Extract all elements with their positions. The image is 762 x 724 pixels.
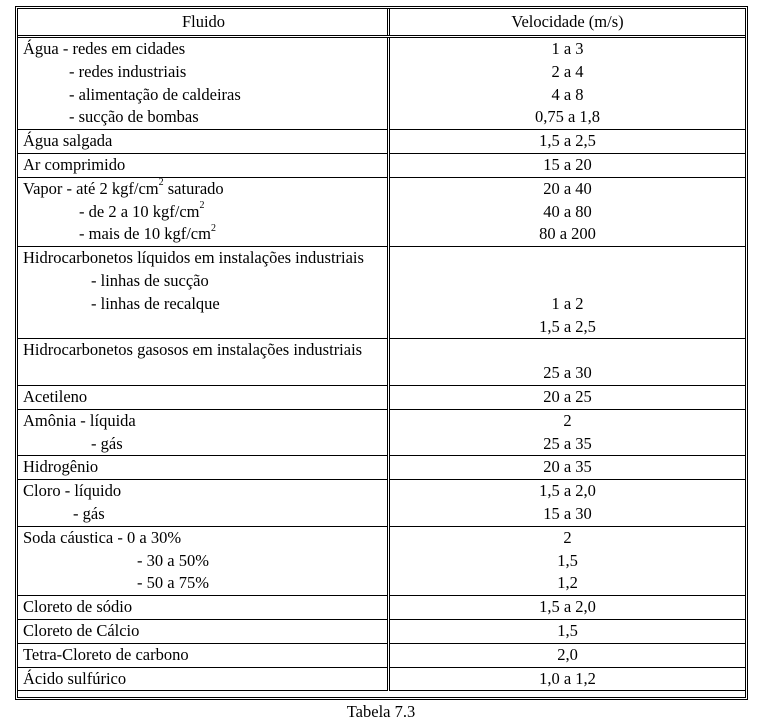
fluid-cell [18,667,389,691]
superscript: 2 [158,177,164,189]
velocity-cell [389,153,746,177]
velocity-line: 1,5 a 2,0 [539,597,596,617]
fluid-line: Amônia - líquida [23,410,136,430]
fluid-line [23,223,384,246]
fluid-line: - 30 a 50% [137,550,209,570]
velocity-cell [389,619,746,643]
velocity-line: 20 a 35 [543,457,592,477]
table-row [18,480,746,527]
velocity-line [390,247,745,270]
table-row [18,526,746,595]
fluid-line: - alimentação de caldeiras [69,84,241,104]
velocity-cell [389,667,746,691]
velocity-cell [389,130,746,154]
table-row [18,643,746,667]
table-row [18,37,746,130]
fluid-line: Água - redes em cidades [23,39,186,58]
fluid-cell [18,596,389,620]
table-row [18,667,746,691]
table-caption: Tabela 7.3 [346,702,416,721]
table-row [18,247,746,339]
fluid-line: - gás [73,503,105,523]
fluid-line: Hidrogênio [23,457,99,477]
fluid-line-text: - mais de 10 kgf/cm [79,224,211,244]
fluid-line: Soda cáustica - 0 a 30% [23,527,182,547]
superscript: 2 [199,200,205,212]
fluid-line: Ácido sulfúrico [23,668,127,688]
velocity-line: 1,2 [557,573,578,593]
header-velocity: Velocidade (m/s) [389,9,746,37]
velocity-line: 1,5 a 2,5 [539,316,596,336]
fluid-line: - gás [91,433,123,453]
fluid-line: - linhas de recalque [91,293,220,313]
fluid-line [23,178,384,201]
velocity-cell [389,480,746,527]
table-row [18,153,746,177]
fluid-cell [18,339,389,386]
velocity-line: 1,5 [557,550,578,570]
fluid-cell [18,385,389,409]
fluid-line: - sucção de bombas [69,107,199,127]
velocity-line: 1,5 a 2,5 [539,131,596,151]
velocity-line: 1,5 a 2,0 [539,481,596,501]
fluid-cell [18,153,389,177]
velocity-line: 1 a 2 [551,293,584,313]
velocity-line: 2,0 [557,644,578,664]
table-row [18,385,746,409]
velocity-line: 2 [563,410,572,430]
table-header-row [18,9,746,37]
velocity-line: 20 a 40 [543,178,592,198]
table-row [18,456,746,480]
fluid-cell [18,643,389,667]
velocity-line: 15 a 30 [543,503,592,523]
table-row [18,130,746,154]
velocity-cell [389,409,746,456]
superscript: 2 [210,222,216,234]
velocity-line: 2 [563,527,572,547]
velocity-line: 15 a 20 [543,154,592,174]
fluid-line: Hidrocarbonetos líquidos em instalações industriais [23,248,364,268]
velocity-cell [389,643,746,667]
velocity-line: 20 a 25 [543,386,592,406]
fluid-cell [18,247,389,339]
velocity-cell [389,456,746,480]
fluid-line: Cloreto de Cálcio [23,620,140,640]
table-row [18,409,746,456]
fluid-cell [18,526,389,595]
velocity-cell [389,385,746,409]
velocity-line: 25 a 35 [543,433,592,453]
fluid-line [23,201,384,224]
velocity-cell [389,339,746,386]
header-fluid: Fluido [18,9,389,37]
fluid-cell [18,409,389,456]
fluid-cell [18,456,389,480]
velocity-line: 1,5 [557,620,578,640]
velocity-line [390,270,745,293]
velocity-line: 25 a 30 [543,363,592,383]
velocity-line: 1 a 3 [551,39,584,58]
fluid-line-text: Vapor - até 2 kgf/cm [23,178,159,198]
velocity-line [390,339,745,362]
table-row [18,339,746,386]
fluid-line: Hidrocarbonetos gasosos em instalações industriais [23,340,363,360]
fluid-cell [18,130,389,154]
velocity-line: 2 a 4 [551,61,584,81]
fluid-line: - redes industriais [69,61,187,81]
velocity-cell [389,247,746,339]
velocity-line: 40 a 80 [543,201,592,221]
fluid-line: Acetileno [23,386,88,406]
fluid-line-text: saturado [163,178,224,198]
fluid-cell [18,480,389,527]
fluid-line: Ar comprimido [23,154,126,174]
velocity-line: 4 a 8 [551,84,584,104]
fluid-cell [18,177,389,246]
fluid-line: Tetra-Cloreto de carbono [23,644,189,664]
velocity-line: 0,75 a 1,8 [534,107,601,127]
velocity-line: 1,0 a 1,2 [539,668,596,688]
velocity-line: 80 a 200 [539,224,596,244]
table-row [18,619,746,643]
fluid-velocity-table [17,8,746,691]
velocity-cell [389,526,746,595]
velocity-cell [389,37,746,130]
fluid-line: - linhas de sucção [91,270,209,290]
table-row [18,596,746,620]
velocity-cell [389,177,746,246]
fluid-line: Cloro - líquido [23,481,122,501]
fluid-line-text: - de 2 a 10 kgf/cm [79,201,200,221]
fluid-line: Água salgada [23,131,113,151]
table-row [18,177,746,246]
fluid-cell [18,37,389,130]
fluid-line: - 50 a 75% [137,573,209,593]
fluid-cell [18,619,389,643]
fluid-line: Cloreto de sódio [23,597,133,617]
velocity-cell [389,596,746,620]
